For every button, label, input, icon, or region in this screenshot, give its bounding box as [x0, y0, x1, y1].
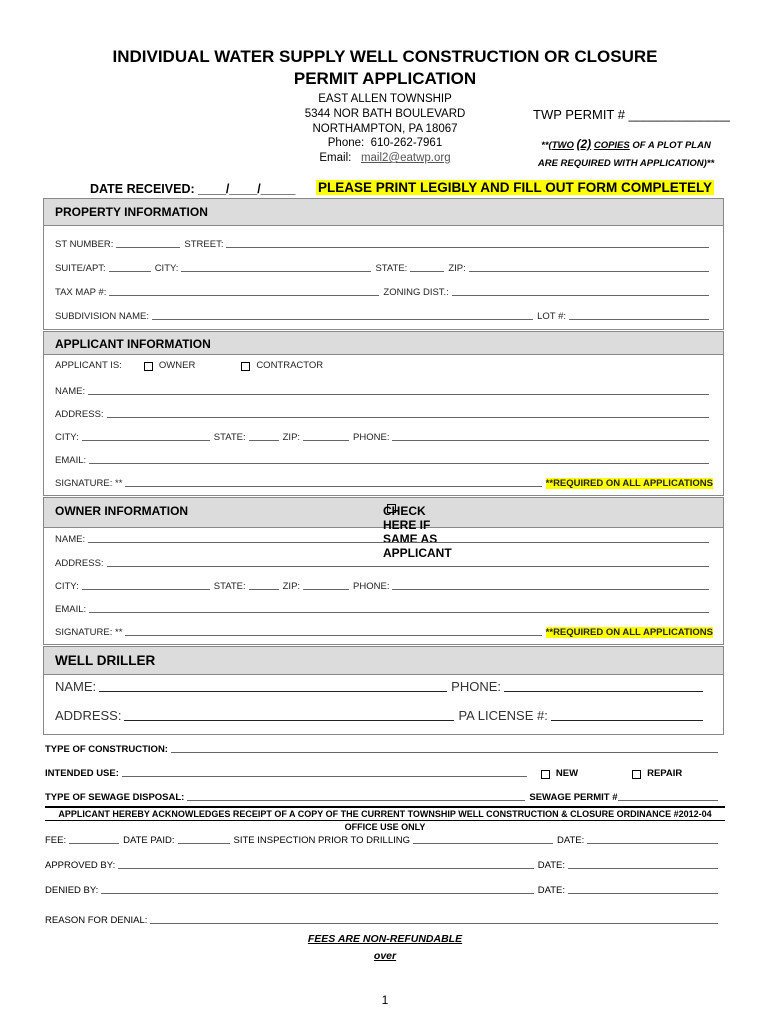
applicant-state-label: STATE: [213, 432, 246, 443]
owner-signature-row [55, 627, 713, 638]
approved-date-input[interactable] [568, 868, 718, 869]
same-as-applicant-label: CHECK HERE IF SAME AS APPLICANT [383, 504, 452, 560]
applicant-heading: APPLICANT INFORMATION [55, 337, 211, 351]
fee-label: FEE: [45, 835, 67, 846]
intended-use-row [45, 768, 722, 779]
driller-header [44, 647, 723, 675]
construction-type-input[interactable] [171, 752, 718, 753]
denial-reason-input[interactable] [150, 923, 718, 924]
repair-label: REPAIR [647, 768, 683, 779]
driller-address-input[interactable] [124, 720, 454, 721]
driller-phone-label: PHONE: [451, 679, 502, 694]
date-paid-label: DATE PAID: [123, 835, 175, 846]
applicant-zip-input[interactable] [303, 440, 349, 441]
construction-type-label: TYPE OF CONSTRUCTION: [45, 744, 168, 755]
intended-use-input[interactable] [122, 776, 527, 777]
page-number: 1 [381, 993, 389, 1007]
copies-prefix: **( [541, 140, 552, 151]
applicant-city-label: CITY: [55, 432, 79, 443]
site-inspection-input[interactable] [413, 843, 553, 844]
state-input[interactable] [410, 271, 444, 272]
denied-row [45, 885, 722, 896]
approved-date-label: DATE: [537, 860, 565, 871]
date-received-field[interactable]: DATE RECEIVED: ____/____/_____ [90, 182, 296, 196]
copies-two: TWO [551, 140, 574, 151]
applicant-signature-row [55, 478, 713, 489]
driller-name-label: NAME: [55, 679, 97, 694]
approved-row [45, 860, 722, 871]
driller-license-label: PA LICENSE #: [458, 708, 548, 723]
sewage-permit-input[interactable] [618, 800, 718, 801]
applicant-state-input[interactable] [249, 440, 279, 441]
owner-email-input[interactable] [89, 612, 709, 613]
approved-input[interactable] [118, 868, 533, 869]
suite-label: SUITE/APT: [55, 263, 106, 274]
owner-address-row [55, 558, 713, 569]
property-header [44, 199, 723, 226]
site-inspection-date-label: DATE: [557, 835, 585, 846]
applicant-email-input[interactable] [89, 463, 709, 464]
driller-name-row [55, 679, 707, 694]
applicant-section [43, 331, 724, 496]
property-row-3 [55, 287, 713, 298]
applicant-phone-input[interactable] [392, 440, 709, 441]
owner-signature-label: SIGNATURE: ** [55, 627, 123, 638]
owner-city-row [55, 581, 713, 592]
owner-heading: OWNER INFORMATION [55, 504, 189, 518]
driller-address-row [55, 708, 707, 723]
tax-map-label: TAX MAP #: [55, 287, 107, 298]
owner-section [43, 497, 724, 645]
zip-label: ZIP: [448, 263, 466, 274]
st-number-input[interactable] [116, 247, 180, 248]
site-inspection-date-input[interactable] [587, 843, 718, 844]
applicant-phone-label: PHONE: [353, 432, 390, 443]
driller-license-input[interactable] [551, 720, 703, 721]
applicant-address-row [55, 409, 713, 420]
applicant-email-row [55, 455, 713, 466]
owner-city-input[interactable] [82, 589, 210, 590]
applicant-city-row [55, 432, 713, 443]
owner-required-note: **REQUIRED ON ALL APPLICATIONS [545, 627, 713, 638]
sewage-row [45, 792, 722, 803]
form-subtitle: PERMIT APPLICATION [293, 69, 477, 88]
owner-city-label: CITY: [55, 581, 79, 592]
driller-phone-input[interactable] [504, 691, 703, 692]
owner-zip-label: ZIP: [282, 581, 301, 592]
date-paid-input[interactable] [178, 843, 230, 844]
owner-phone-input[interactable] [392, 589, 709, 590]
construction-type-row [45, 744, 722, 755]
repair-checkbox[interactable] [632, 770, 641, 779]
owner-phone-label: PHONE: [353, 581, 390, 592]
applicant-required-note: **REQUIRED ON ALL APPLICATIONS [545, 478, 713, 489]
subdivision-input[interactable] [152, 319, 533, 320]
intended-use-label: INTENDED USE: [45, 768, 119, 779]
sewage-label: TYPE OF SEWAGE DISPOSAL: [45, 792, 185, 803]
owner-zip-input[interactable] [303, 589, 349, 590]
denial-reason-label: REASON FOR DENIAL: [45, 915, 148, 926]
approved-label: APPROVED BY: [45, 860, 116, 871]
twp-permit-field[interactable]: TWP PERMIT # ______________ [533, 107, 730, 122]
driller-name-input[interactable] [99, 691, 447, 692]
copies-suffix: OF A PLOT PLAN [629, 140, 711, 151]
phone-label: Phone: [327, 137, 365, 149]
street-input[interactable] [226, 247, 709, 248]
township-phone [260, 136, 510, 151]
contractor-checkbox[interactable] [241, 362, 250, 371]
zoning-input[interactable] [452, 295, 709, 296]
email-link[interactable]: mail2@eatwp.org [360, 152, 451, 164]
owner-state-input[interactable] [249, 589, 279, 590]
over-note: over [373, 950, 397, 962]
applicant-address-input[interactable] [107, 417, 709, 418]
owner-checkbox[interactable] [144, 362, 153, 371]
township-name: EAST ALLEN TOWNSHIP [318, 93, 452, 105]
applicant-signature-label: SIGNATURE: ** [55, 478, 123, 489]
zoning-label: ZONING DIST.: [383, 287, 449, 298]
driller-address-label: ADDRESS: [55, 708, 122, 723]
sewage-input[interactable] [187, 800, 525, 801]
new-label: NEW [555, 768, 579, 779]
owner-address-label: ADDRESS: [55, 558, 104, 569]
tax-map-input[interactable] [109, 295, 379, 296]
applicant-header [44, 332, 723, 355]
applicant-name-label: NAME: [55, 386, 86, 397]
applicant-address-label: ADDRESS: [55, 409, 104, 420]
lot-input[interactable] [569, 319, 709, 320]
suite-input[interactable] [109, 271, 151, 272]
owner-email-label: EMAIL: [55, 604, 87, 615]
denied-input[interactable] [101, 893, 533, 894]
plot-plan-note-line2: ARE REQUIRED WITH APPLICATION)** [537, 158, 715, 169]
township-street: 5344 NOR BATH BOULEVARD [304, 108, 466, 120]
owner-address-input[interactable] [107, 566, 709, 567]
sewage-permit-label: SEWAGE PERMIT # [529, 792, 618, 803]
property-row-4 [55, 311, 713, 322]
owner-signature-input[interactable] [125, 635, 541, 636]
applicant-zip-label: ZIP: [282, 432, 301, 443]
owner-name-input[interactable] [88, 542, 709, 543]
owner-email-row [55, 604, 713, 615]
fees-nonrefundable-note: FEES ARE NON-REFUNDABLE [307, 933, 463, 945]
applicant-city-input[interactable] [82, 440, 210, 441]
applicant-name-input[interactable] [88, 394, 709, 395]
st-number-label: ST NUMBER: [55, 239, 114, 250]
property-row-2 [55, 263, 713, 274]
copies-word: COPIES [593, 140, 630, 151]
email-label: Email: [319, 152, 352, 164]
applicant-is-label: APPLICANT IS: [55, 360, 122, 371]
state-label: STATE: [375, 263, 408, 274]
contractor-label: CONTRACTOR [256, 360, 324, 371]
street-label: STREET: [184, 239, 224, 250]
new-checkbox[interactable] [541, 770, 550, 779]
site-inspection-label: SITE INSPECTION PRIOR TO DRILLING [233, 835, 411, 846]
fee-input[interactable] [69, 843, 119, 844]
township-email [260, 151, 510, 166]
applicant-signature-input[interactable] [125, 486, 541, 487]
print-legibly-notice: PLEASE PRINT LEGIBLY AND FILL OUT FORM COMPLETELY [318, 180, 713, 195]
property-section [43, 198, 724, 330]
city-input[interactable] [181, 271, 371, 272]
denied-date-input[interactable] [568, 893, 718, 894]
denied-label: DENIED BY: [45, 885, 99, 896]
applicant-email-label: EMAIL: [55, 455, 87, 466]
owner-label: OWNER [158, 360, 196, 371]
driller-section [43, 646, 724, 735]
owner-name-row [55, 534, 713, 545]
applicant-type-row [55, 360, 713, 371]
plot-plan-note-line1 [520, 135, 732, 155]
office-use-heading: OFFICE USE ONLY [344, 822, 426, 832]
applicant-name-row [55, 386, 713, 397]
city-label: CITY: [154, 263, 179, 274]
phone-value: 610-262-7961 [370, 137, 443, 149]
owner-name-label: NAME: [55, 534, 86, 545]
subdivision-label: SUBDIVISION NAME: [55, 311, 149, 322]
form-title: INDIVIDUAL WATER SUPPLY WELL CONSTRUCTION OR CLOSURE [112, 47, 658, 66]
lot-label: LOT #: [537, 311, 566, 322]
property-row-1 [55, 239, 713, 250]
ordinance-acknowledgement: APPLICANT HEREBY ACKNOWLEDGES RECEIPT OF A COPY OF THE CURRENT TOWNSHIP WELL CONSTRUCTION & CLOSURE ORDINANCE #2012-04 [45, 806, 725, 821]
driller-heading: WELL DRILLER [55, 653, 156, 668]
owner-state-label: STATE: [213, 581, 246, 592]
denied-date-label: DATE: [537, 885, 565, 896]
copies-number: (2) [576, 137, 592, 151]
fee-row [45, 835, 722, 846]
township-city: NORTHAMPTON, PA 18067 [312, 123, 458, 135]
property-heading: PROPERTY INFORMATION [55, 205, 208, 219]
zip-input[interactable] [469, 271, 709, 272]
denial-reason-row [45, 915, 722, 926]
